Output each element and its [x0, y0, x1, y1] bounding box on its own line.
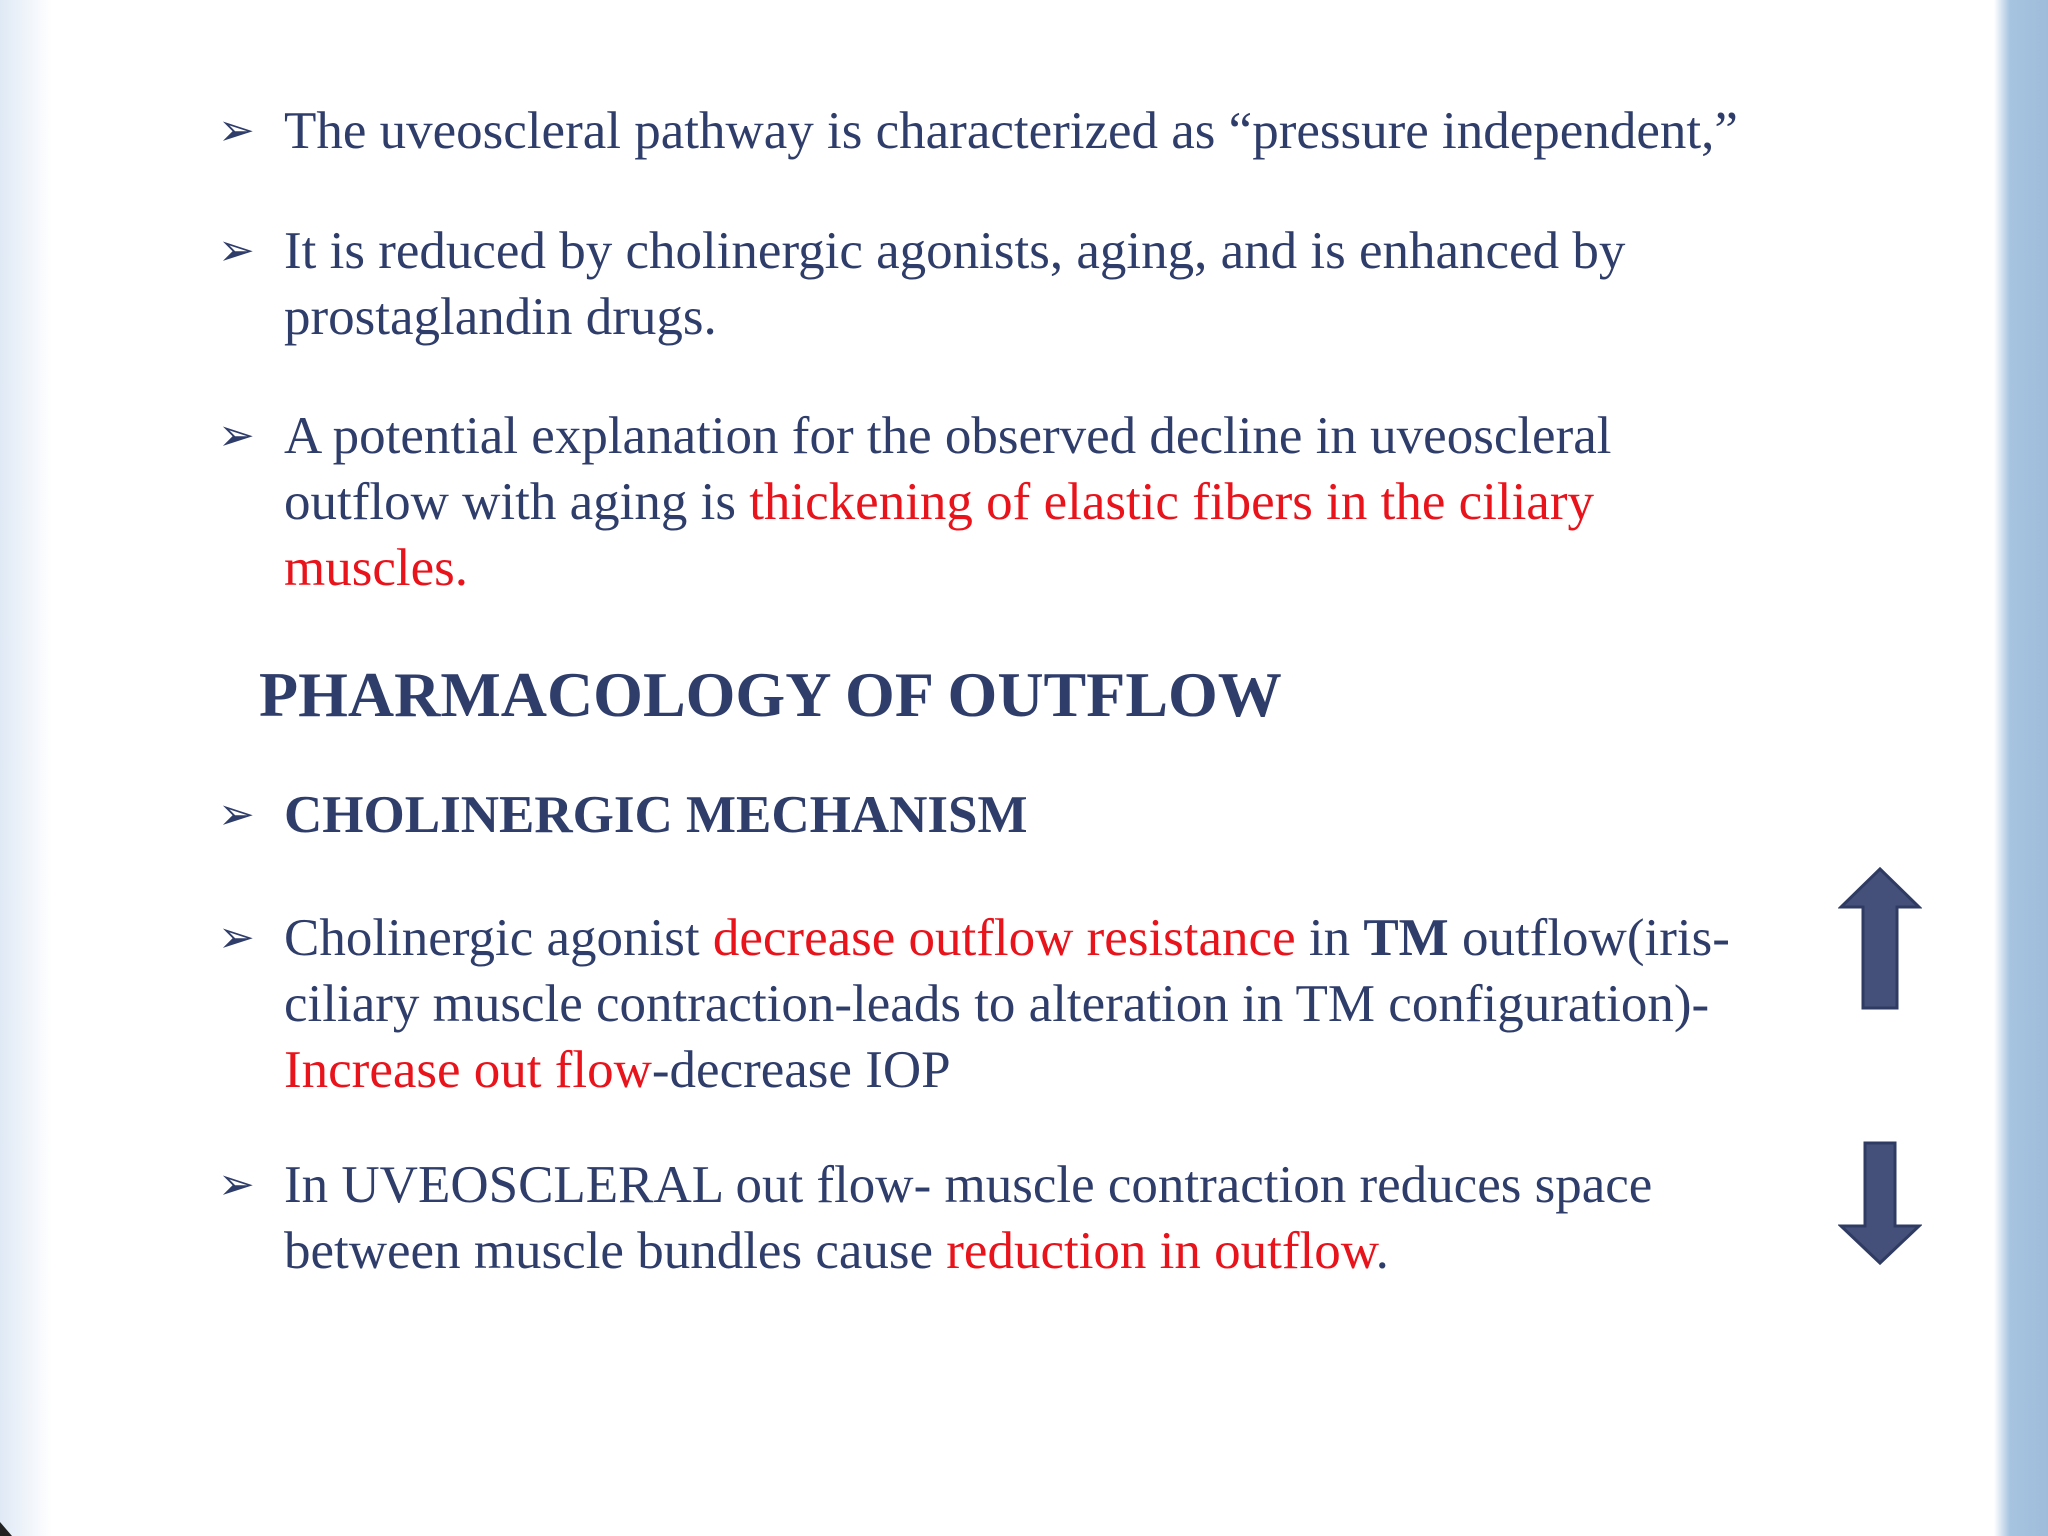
bullet-uveoscleral-pressure: [218, 98, 1738, 164]
bullet-uveoscleral-outflow: [218, 1152, 1652, 1284]
section-heading: PHARMACOLOGY OF OUTFLOW: [259, 659, 1282, 730]
corner-mark: [0, 1522, 12, 1536]
bullet-arrow-icon: ➢: [218, 106, 255, 155]
bullet-arrow-icon: ➢: [218, 1160, 255, 1209]
highlight-text: decrease outflow resistance: [712, 909, 1296, 967]
arrow-up-icon: [1838, 866, 1922, 1012]
highlight-text: reduction in outflow: [946, 1222, 1376, 1280]
bullet-text: Cholinergic agonist decrease outflow resistance in TM outflow(iris- ciliary muscle contraction-leads to alteration in TM configuration)- Increase out flow-decrease IOP: [284, 909, 1730, 1099]
bullet-text: A potential explanation for the observed decline in uveoscleral outflow with aging is thickening of elastic fibers in the ciliary muscles.: [284, 403, 1611, 601]
bullet-cholinergic-mechanism: [218, 782, 1028, 848]
bullet-subheading: CHOLINERGIC MECHANISM: [284, 786, 1028, 844]
bullet-aging-explanation: [218, 403, 1611, 601]
bullet-text: In UVEOSCLERAL out flow- muscle contraction reduces space between muscle bundles cause reduction in outflow.: [284, 1156, 1653, 1280]
arrow-down-icon: [1838, 1140, 1922, 1266]
bullet-reduced-by-agonists: [218, 218, 1625, 350]
highlight-text: Increase out flow: [284, 1041, 652, 1099]
bullet-arrow-icon: ➢: [218, 226, 255, 275]
highlight-text: thickening of elastic fibers in the ciliary: [749, 473, 1594, 531]
bullet-arrow-icon: ➢: [218, 411, 255, 460]
highlight-text: muscles.: [284, 539, 468, 597]
bullet-arrow-icon: ➢: [218, 790, 255, 839]
bullet-arrow-icon: ➢: [218, 913, 255, 962]
bullet-cholinergic-agonist: [218, 905, 1730, 1103]
bullet-text: The uveoscleral pathway is characterized as “pressure independent,”: [284, 102, 1738, 160]
bullet-text: It is reduced by cholinergic agonists, aging, and is enhanced by prostaglandin drugs.: [284, 222, 1626, 346]
